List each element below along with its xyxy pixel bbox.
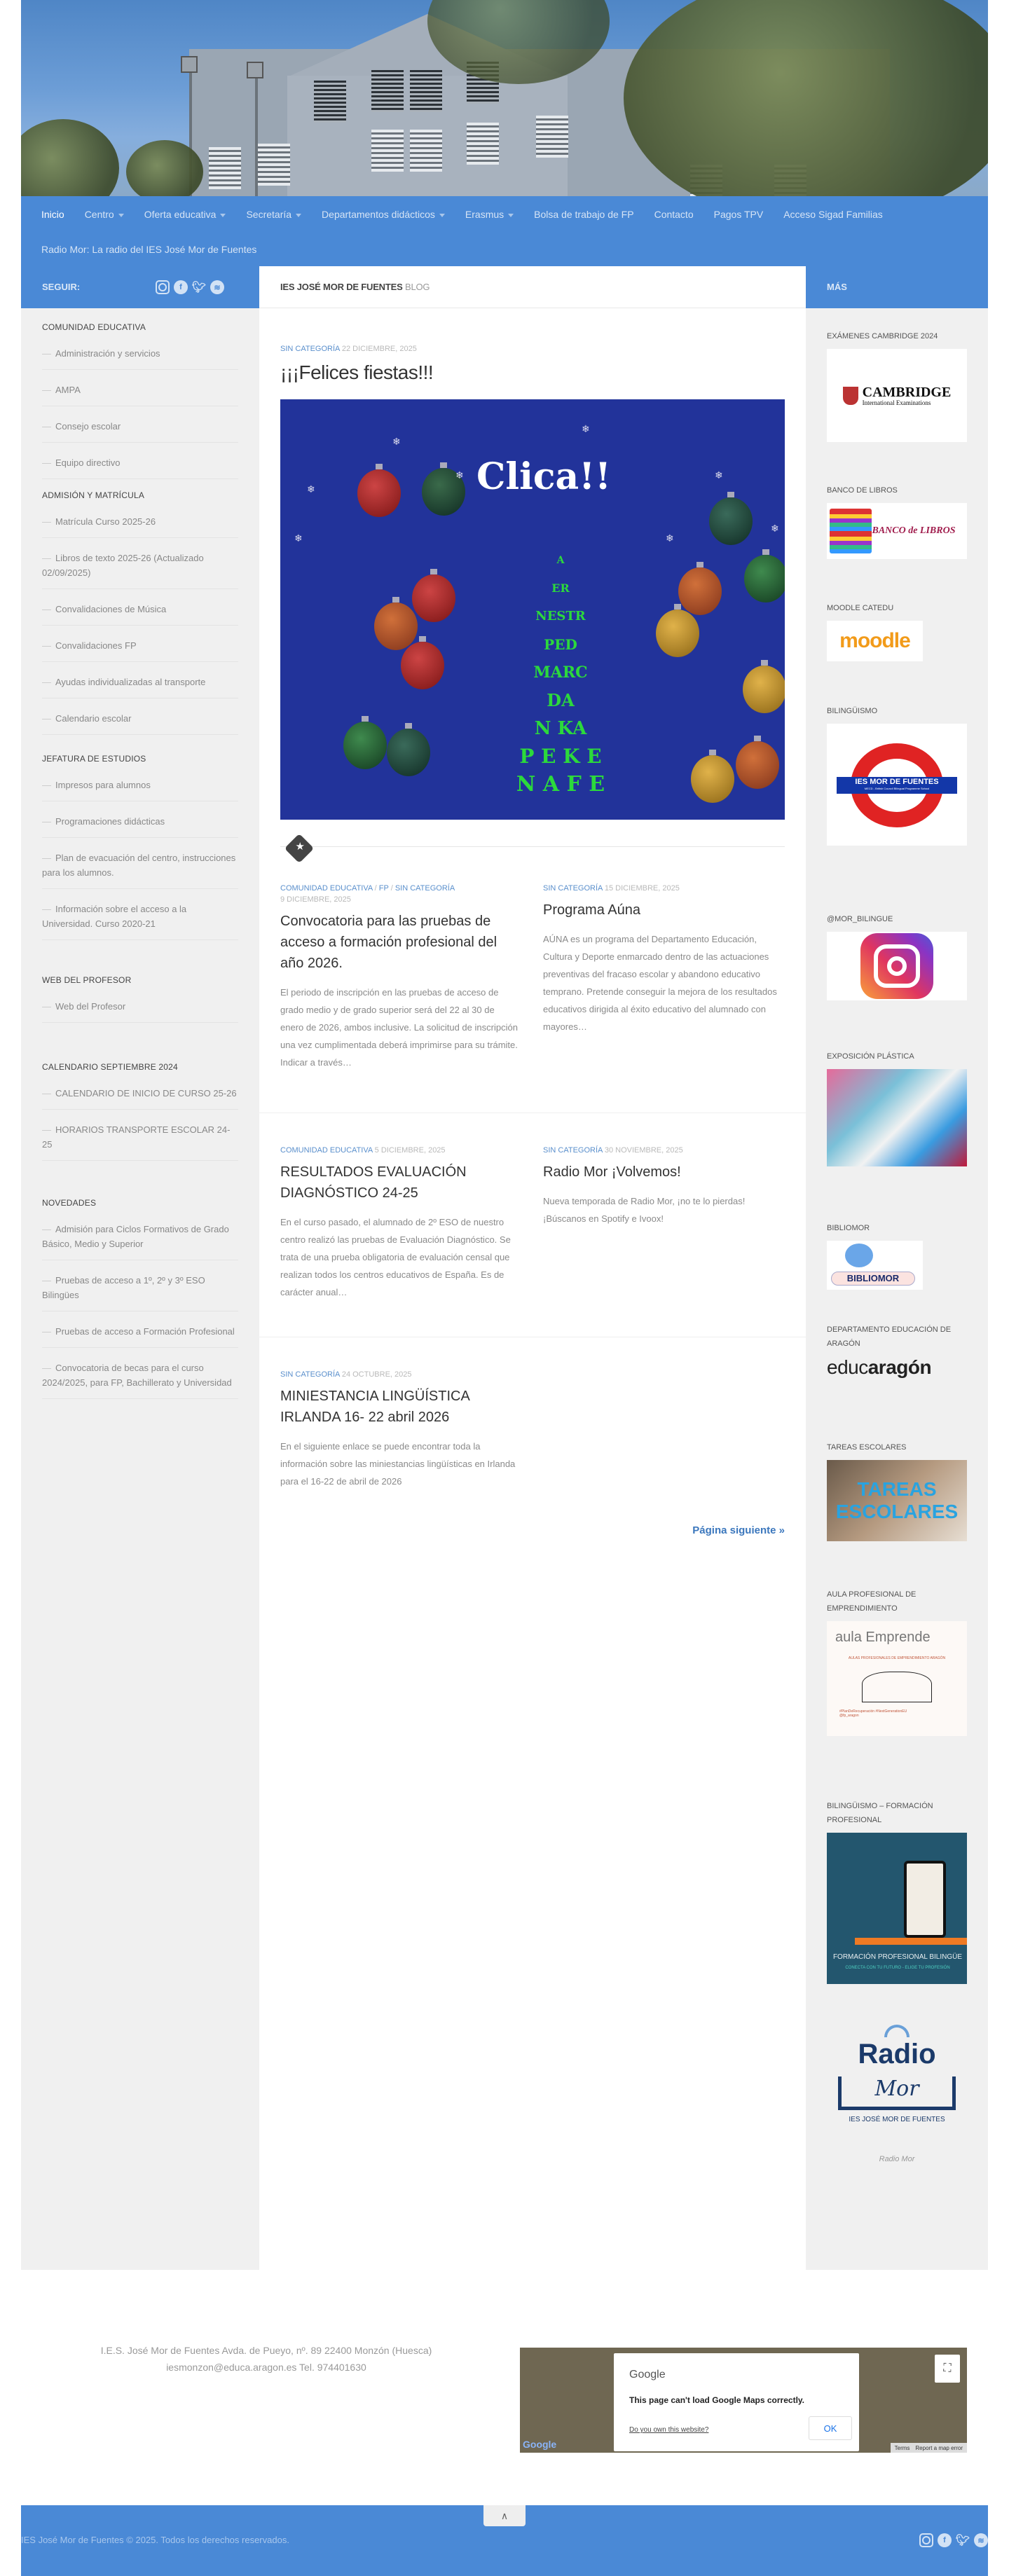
- map-dialog-brand: Google: [629, 2369, 666, 2381]
- map-own-website-link[interactable]: Do you own this website?: [629, 2426, 709, 2434]
- post-excerpt: En el curso pasado, el alumnado de 2º ESO de nuestro centro realizó las pruebas de Evaluación Diagnóstico. Se trata de una prueba obligatoria de evaluación censal que realizan todos los centros educativos de España. Es de carácter anual…: [280, 1217, 511, 1297]
- widget-banco-libros: [827, 483, 967, 559]
- nav-item[interactable]: [85, 209, 124, 220]
- dash-icon: —: [42, 780, 51, 790]
- dash-icon: —: [42, 853, 51, 863]
- sidebar-widget: [42, 490, 238, 743]
- widget-title: ADMISIÓN Y MATRÍCULA: [42, 490, 145, 500]
- post-meta: [543, 1145, 785, 1156]
- nav-item-label: Secretaría: [246, 209, 292, 220]
- sidebar-link[interactable]: — Calendario escolar: [42, 707, 238, 735]
- tree-letters: DA: [547, 690, 575, 710]
- post-card: [280, 1145, 519, 1301]
- footer-address: I.E.S. José Mor de Fuentes Avda. de Pueyo, nº. 89 22400 Monzón (Huesca) iesmonzon@educa.aragon.es Tel. 974401630: [100, 2345, 432, 2373]
- widget-title: MOODLE CATEDU: [827, 604, 894, 612]
- sidebar-link[interactable]: — Admisión para Ciclos Formativos de Grado Básico, Medio y Superior: [42, 1218, 238, 1260]
- post-date: 9 DICIEMBRE, 2025: [280, 895, 351, 904]
- blog-heading: [280, 282, 430, 292]
- post-date: 15 DICIEMBRE, 2025: [604, 884, 680, 893]
- tree-letters: P E K E: [519, 745, 602, 768]
- chevron-down-icon: [439, 214, 445, 217]
- instagram-banner[interactable]: [827, 932, 967, 1000]
- post-date: 30 NOVIEMBRE, 2025: [604, 1146, 683, 1155]
- nav-item[interactable]: [246, 209, 301, 220]
- dash-icon: —: [42, 816, 51, 827]
- widget-bibliomor: [827, 1221, 967, 1290]
- nav-item[interactable]: [783, 209, 883, 220]
- nav-item-label: Radio Mor: La radio del IES José Mor de Fuentes: [41, 244, 257, 255]
- books-icon: [830, 509, 872, 553]
- sticky-star-icon: [284, 834, 314, 863]
- sidebar-link[interactable]: — Convalidaciones FP: [42, 634, 238, 662]
- nav-item-label: Bolsa de trabajo de FP: [534, 209, 634, 220]
- bilinguismo-banner[interactable]: [827, 724, 967, 846]
- facebook-icon[interactable]: f: [174, 280, 188, 294]
- widget-title: NOVEDADES: [42, 1198, 97, 1208]
- post-title-link[interactable]: Radio Mor ¡Volvemos!: [543, 1164, 681, 1180]
- sidebar-link[interactable]: — Matrícula Curso 2025-26: [42, 510, 238, 538]
- nav-item-label: Acceso Sigad Familias: [783, 209, 883, 220]
- emprende-banner[interactable]: aula Emprende AULAS PROFESIONALES DE EMPRENDIMIENTO ARAGÓN #PlanDeRecuperación #NextGenerationEU @fp_aragon: [827, 1621, 967, 1736]
- moodle-logo: moodle: [839, 629, 910, 652]
- social-links: [156, 280, 224, 294]
- cambridge-shield-icon: [843, 387, 858, 405]
- post-excerpt: AÚNA es un programa del Departamento Educación, Cultura y Deporte enmarcado dentro de las actuaciones preventivas del fracaso escolar y abandono educativo temprano. Pretende conseguir la mejora de los resultados educativos dirigida al éxito educativo del alumnado con mayores…: [543, 934, 777, 1032]
- post-date: 24 OCTUBRE, 2025: [341, 1370, 412, 1379]
- dash-icon: —: [42, 604, 51, 614]
- tareas-banner[interactable]: TAREAS ESCOLARES: [827, 1460, 967, 1541]
- google-logo: Google: [523, 2439, 557, 2450]
- banco-libros-banner[interactable]: [827, 503, 967, 559]
- widget-title: COMUNIDAD EDUCATIVA: [42, 322, 146, 332]
- dash-icon: —: [42, 385, 51, 395]
- dash-icon: —: [42, 904, 51, 914]
- sidebar-link[interactable]: — Convocatoria de becas para el curso 2024/2025, para FP, Bachillerato y Universidad: [42, 1356, 238, 1399]
- nav-item-label: Inicio: [41, 209, 64, 220]
- widget-moodle: [827, 601, 967, 661]
- nav-item[interactable]: [465, 209, 514, 220]
- dash-icon: —: [42, 1001, 51, 1012]
- post-excerpt: En el siguiente enlace se puede encontrar toda la información sobre las miniestancias lingüísticas en Irlanda para el 16-22 de abril de 2026: [280, 1441, 516, 1487]
- next-page-link[interactable]: Página siguiente »: [692, 1524, 785, 1536]
- sidebar-widget: [42, 1198, 238, 1407]
- dash-icon: —: [42, 677, 51, 687]
- chevron-down-icon: [296, 214, 301, 217]
- right-sidebar: [806, 308, 988, 2270]
- dash-icon: —: [42, 713, 51, 724]
- tree-letters: A: [556, 555, 565, 566]
- castle-drawing: [862, 1672, 932, 1702]
- dash-icon: —: [42, 457, 51, 468]
- hero-header-image: [21, 0, 988, 196]
- sidebar-widget: [42, 975, 238, 1031]
- sidebar-link[interactable]: — Consejo escolar: [42, 415, 238, 443]
- map-report-link[interactable]: Report a map error: [915, 2444, 963, 2451]
- cambridge-banner[interactable]: [827, 349, 967, 442]
- post-meta: [543, 883, 785, 894]
- instagram-icon: [860, 933, 933, 999]
- sidebar-link[interactable]: — Plan de evacuación del centro, instrucciones para los alumnos.: [42, 846, 238, 889]
- nav-item[interactable]: [322, 209, 445, 220]
- widget-title: CALENDARIO SEPTIEMBRE 2024: [42, 1062, 178, 1072]
- tree-letters: N A F E: [516, 772, 605, 797]
- paint-tubes-image[interactable]: [827, 1069, 967, 1166]
- sidebar-link[interactable]: — Información sobre el acceso a la Universidad. Curso 2020-21: [42, 897, 238, 940]
- blog-heading-blog: BLOG: [404, 282, 430, 292]
- follow-label: SEGUIR:: [42, 282, 81, 292]
- sidebar-link[interactable]: — Impresos para alumnos: [42, 773, 238, 801]
- radio-waves-icon: [884, 2025, 910, 2037]
- follow-bar: [21, 266, 259, 308]
- widget-title: JEFATURA DE ESTUDIOS: [42, 754, 146, 764]
- map-ok-button[interactable]: OK: [809, 2416, 852, 2440]
- back-to-top-button[interactable]: ∧: [483, 2505, 526, 2526]
- spotify-icon[interactable]: ≋: [974, 2533, 988, 2547]
- google-map-embed[interactable]: [520, 2348, 967, 2453]
- widget-title: AULA PROFESIONAL DE EMPRENDIMIENTO: [827, 1590, 917, 1613]
- widget-radio-mor: [827, 2025, 967, 2163]
- dash-icon: —: [42, 640, 51, 651]
- widget-tareas: [827, 1440, 967, 1541]
- post-category-link[interactable]: SIN CATEGORÍA: [394, 884, 455, 893]
- post-card: [543, 1145, 785, 1227]
- nav-item-label: Pagos TPV: [713, 209, 764, 220]
- map-error-dialog: [614, 2353, 859, 2451]
- mouse-icon: [845, 1244, 873, 1267]
- sidebar-link[interactable]: — Pruebas de acceso a Formación Profesional: [42, 1320, 238, 1348]
- post-date: 22 DICIEMBRE, 2025: [341, 345, 417, 353]
- footer-social-links: [919, 2533, 988, 2547]
- tree-letters: MARC: [533, 663, 588, 682]
- widget-title: @MOR_BILINGUE: [827, 915, 893, 923]
- sidebar-link[interactable]: — Libros de texto 2025-26 (Actualizado 02/09/2025): [42, 546, 238, 589]
- widget-fp-bilingue: [827, 1799, 967, 1984]
- main-content: [259, 266, 806, 2270]
- sidebar-link[interactable]: — HORARIOS TRANSPORTE ESCOLAR 24-25: [42, 1118, 238, 1161]
- dash-icon: —: [42, 1124, 51, 1135]
- nav-item[interactable]: [714, 209, 764, 220]
- widget-title: EXÁMENES CAMBRIDGE 2024: [827, 332, 938, 340]
- sidebar-link[interactable]: — Ayudas individualizadas al transporte: [42, 670, 238, 698]
- widget-emprende: [827, 1587, 967, 1736]
- sidebar-widget: [42, 322, 238, 488]
- chevron-down-icon: [508, 214, 514, 217]
- post-meta: [280, 1145, 519, 1156]
- radio-mor-caption: Radio Mor: [879, 2155, 915, 2163]
- dash-icon: —: [42, 1275, 51, 1286]
- fp-bilingue-banner[interactable]: FORMACIÓN PROFESIONAL BILINGÜE CONECTA CON TU FUTURO - ELIGE TU PROFESIÓN: [827, 1833, 967, 1984]
- post-category-link[interactable]: SIN CATEGORÍA: [280, 1370, 340, 1379]
- image-clica-text: Clica!!: [476, 455, 611, 498]
- widget-title: BILINGÜISMO: [827, 707, 878, 715]
- tree-letters: ER: [551, 581, 570, 595]
- widget-cambridge: [827, 329, 967, 442]
- post-title-link[interactable]: Convocatoria para las pruebas de acceso a formación profesional del año 2026.: [280, 914, 497, 971]
- dash-icon: —: [42, 1363, 51, 1373]
- post-title-link[interactable]: MINIESTANCIA LINGÜÍSTICA IRLANDA 16- 22 abril 2026: [280, 1389, 469, 1425]
- chevron-down-icon: [220, 214, 226, 217]
- tree-letters: NESTR: [535, 609, 586, 624]
- post-category-link[interactable]: SIN CATEGORÍA: [543, 1146, 603, 1155]
- widget-title: EXPOSICIÓN PLÁSTICA: [827, 1052, 914, 1061]
- post-meta: [280, 1369, 519, 1380]
- widget-title: WEB DEL PROFESOR: [42, 975, 132, 985]
- post-excerpt: Nueva temporada de Radio Mor, ¡no te lo pierdas! ¡Búscanos en Spotify e Ivoox!: [543, 1196, 746, 1224]
- nav-item[interactable]: [41, 209, 64, 220]
- nav-item[interactable]: [654, 209, 694, 220]
- featured-post-image[interactable]: Clica!! ❄ ❄ ❄ ❄ ❄ ❄ ❄ ❄ A ER NESTR PED MARC DA N KA P E K E N A F E: [280, 399, 785, 820]
- bibliomor-banner[interactable]: BIBLIOMOR: [827, 1241, 923, 1290]
- sidebar-widget: [42, 1062, 238, 1169]
- dash-icon: —: [42, 421, 51, 432]
- post-category-link[interactable]: SIN CATEGORÍA: [280, 345, 340, 353]
- post-category-link[interactable]: FP: [378, 884, 389, 893]
- post-card: [280, 883, 519, 1071]
- twitter-icon[interactable]: 🐦︎: [191, 282, 207, 294]
- sidebar-link[interactable]: — CALENDARIO DE INICIO DE CURSO 25-26: [42, 1082, 238, 1110]
- twitter-icon[interactable]: 🐦︎: [955, 2535, 970, 2547]
- map-terms-link[interactable]: Terms: [894, 2444, 910, 2451]
- dash-icon: —: [42, 1326, 51, 1337]
- widget-title: TAREAS ESCOLARES: [827, 1443, 907, 1452]
- widget-bilinguismo: [827, 704, 967, 846]
- spotify-icon[interactable]: ≋: [210, 280, 224, 294]
- facebook-icon[interactable]: f: [938, 2533, 952, 2547]
- post-meta: [280, 343, 785, 354]
- dash-icon: —: [42, 516, 51, 527]
- tree-letters: PED: [544, 636, 577, 653]
- post-card: [280, 1369, 519, 1490]
- left-sidebar: [21, 308, 259, 2270]
- post-category-link[interactable]: COMUNIDAD EDUCATIVA: [280, 884, 373, 893]
- widget-title: BILINGÜISMO – FORMACIÓN PROFESIONAL: [827, 1802, 933, 1824]
- moodle-banner[interactable]: [827, 621, 923, 661]
- widget-title: BIBLIOMOR: [827, 1224, 870, 1232]
- widget-exposicion: [827, 1049, 967, 1166]
- nav-item[interactable]: [534, 209, 633, 220]
- instagram-icon[interactable]: [919, 2533, 933, 2547]
- footer-area: [0, 2270, 1009, 2501]
- post-title-link[interactable]: ¡¡¡Felices fiestas!!!: [280, 361, 434, 383]
- post-title-link[interactable]: Programa Aúna: [543, 902, 640, 918]
- copyright-text: IES José Mor de Fuentes © 2025. Todos los derechos reservados.: [21, 2535, 289, 2545]
- map-terms-bar: [891, 2443, 967, 2453]
- post-date: 5 DICIEMBRE, 2025: [374, 1146, 446, 1155]
- chevron-down-icon: [118, 214, 124, 217]
- sidebar-widget: [42, 754, 238, 949]
- nav-item-label: Centro: [84, 209, 114, 220]
- nav-item[interactable]: [144, 209, 226, 220]
- educaragon-logo[interactable]: educaragón: [827, 1356, 932, 1378]
- roundel-bar: IES MOR DE FUENTES MECD - British Council Bilingual Programme School: [837, 777, 957, 794]
- widget-instagram: [827, 912, 967, 1000]
- blog-heading-site: IES JOSÉ MOR DE FUENTES: [280, 282, 403, 292]
- widget-educaragon: [827, 1323, 967, 1379]
- featured-post: [280, 343, 785, 384]
- nav-item-label: Contacto: [654, 209, 694, 220]
- dash-icon: —: [42, 1088, 51, 1098]
- widget-title: BANCO DE LIBROS: [827, 486, 898, 495]
- sidebar-link[interactable]: — Convalidaciones de Música: [42, 598, 238, 626]
- sidebar-link[interactable]: — AMPA: [42, 378, 238, 406]
- post-category-link[interactable]: COMUNIDAD EDUCATIVA: [280, 1146, 373, 1155]
- radio-mor-logo[interactable]: Radio Mor IES JOSÉ MOR DE FUENTES: [827, 2025, 967, 2151]
- sidebar-link[interactable]: — Administración y servicios: [42, 342, 238, 370]
- nav-item-label: Oferta educativa: [144, 209, 217, 220]
- sidebar-link[interactable]: — Equipo directivo: [42, 451, 238, 479]
- dash-icon: —: [42, 1224, 51, 1234]
- map-error-message: This page can't load Google Maps correctly.: [629, 2395, 805, 2405]
- instagram-icon[interactable]: [156, 280, 170, 294]
- widget-title: DEPARTAMENTO EDUCACIÓN DE ARAGÓN: [827, 1325, 952, 1348]
- more-label: MÁS: [827, 282, 847, 292]
- sidebar-link[interactable]: — Web del Profesor: [42, 995, 238, 1023]
- cambridge-title: CAMBRIDGE: [862, 384, 952, 400]
- post-title-link[interactable]: RESULTADOS EVALUACIÓN DIAGNÓSTICO 24-25: [280, 1164, 467, 1201]
- post-meta: COMUNIDAD EDUCATIVA / FP / SIN CATEGORÍA 9 DICIEMBRE, 2025: [280, 884, 455, 904]
- nav-item-label: Departamentos didácticos: [322, 209, 435, 220]
- post-excerpt: El periodo de inscripción en las pruebas de acceso de grado medio y de grado superior será del 22 al 30 de enero de 2026, ambos inclusive. La solicitud de inscripción una vez cumplimentada deberá imprimirse para su trámite. Indicar a través…: [280, 987, 518, 1068]
- more-bar: [806, 266, 988, 308]
- banco-libros-text: BANCO de LIBROS: [872, 525, 956, 536]
- sidebar-link[interactable]: — Programaciones didácticas: [42, 810, 238, 838]
- fullscreen-icon[interactable]: ⛶: [935, 2355, 960, 2383]
- tree-letters: N KA: [534, 718, 587, 739]
- main-navigation: [21, 196, 988, 266]
- cambridge-sub: International Examinations: [862, 399, 931, 406]
- nav-item[interactable]: [41, 244, 256, 255]
- post-category-link[interactable]: SIN CATEGORÍA: [543, 884, 603, 893]
- dash-icon: —: [42, 553, 51, 563]
- post-card: [543, 883, 785, 1035]
- dash-icon: —: [42, 348, 51, 359]
- nav-item-label: Erasmus: [465, 209, 504, 220]
- sidebar-link[interactable]: — Pruebas de acceso a 1º, 2º y 3º ESO Bilingües: [42, 1269, 238, 1311]
